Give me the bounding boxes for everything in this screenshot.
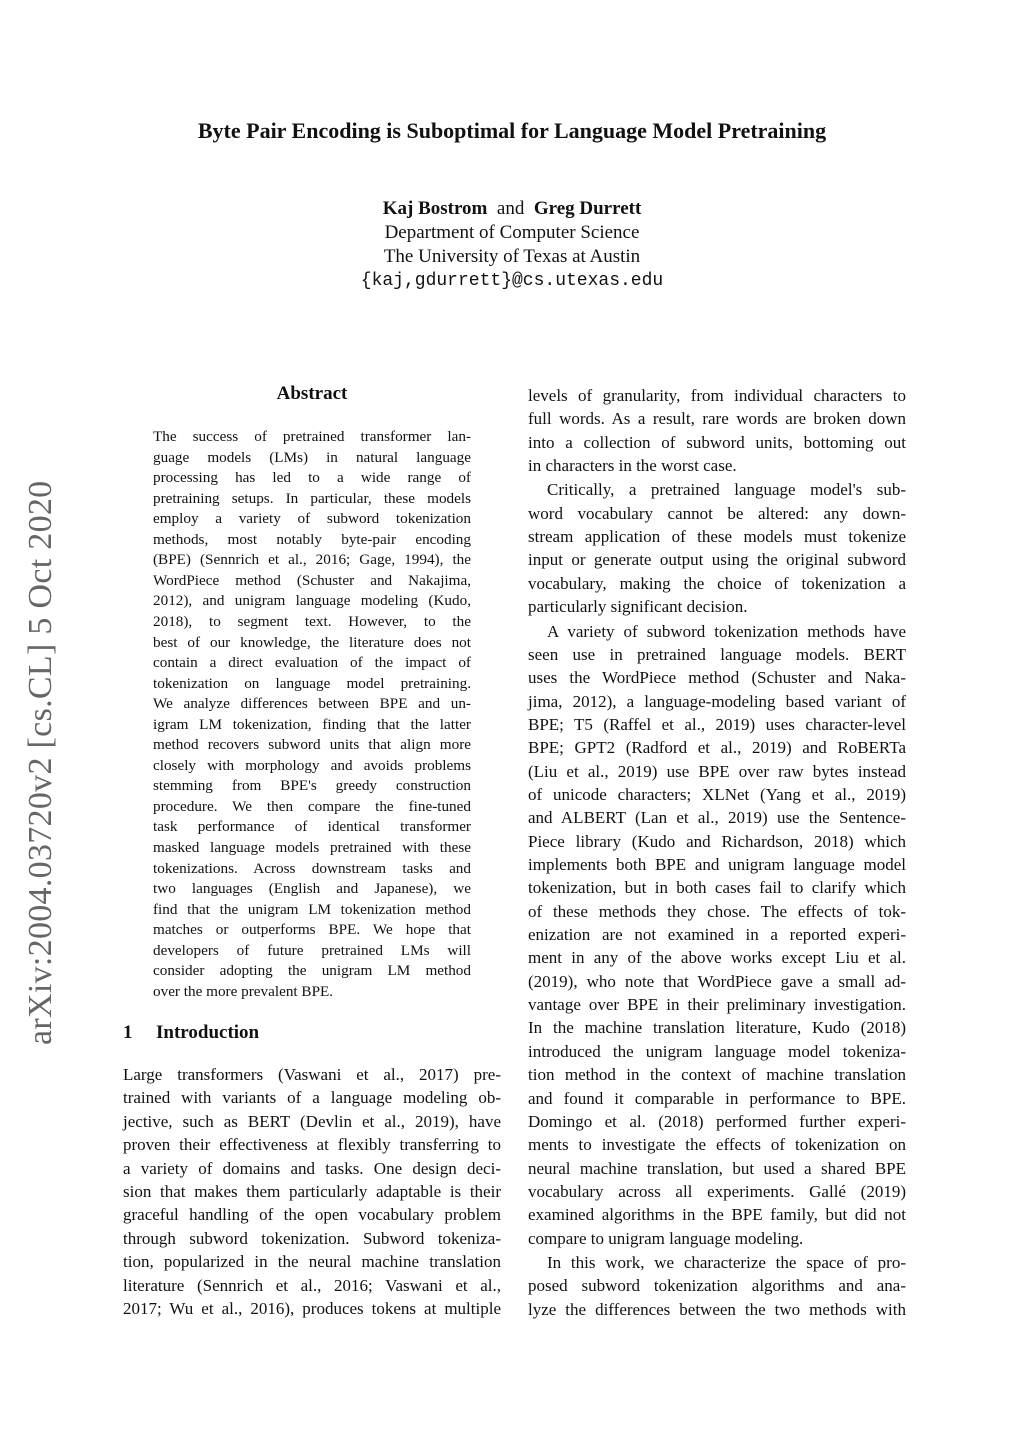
author-name: Greg Durrett bbox=[533, 198, 642, 219]
text-line: tokenizations. Across downstream tasks and bbox=[153, 859, 471, 877]
text-line: tokenization on language model pretraining. bbox=[153, 674, 471, 692]
text-line: Domingo et al. (2018) performed further experi- bbox=[528, 1111, 906, 1131]
text-line: a variety of domains and tasks. One design deci- bbox=[123, 1158, 501, 1178]
text-line: 2017; Wu et al., 2016), produces tokens at multiple bbox=[123, 1299, 501, 1318]
text-line: vocabulary, making the choice of tokenization a bbox=[528, 573, 906, 593]
author-conjunction: and bbox=[496, 198, 525, 219]
text-line: igram LM tokenization, finding that the latter bbox=[153, 715, 471, 733]
text-line: consider adopting the unigram LM method bbox=[153, 962, 471, 980]
text-line: levels of granularity, from individual characters to bbox=[528, 386, 906, 405]
text-line: particularly significant decision. bbox=[528, 597, 748, 617]
text-line: masked language models pretrained with these bbox=[153, 839, 471, 856]
text-line: Critically, a pretrained language model's sub- bbox=[547, 480, 906, 500]
affiliation-department: Department of Computer Science bbox=[384, 222, 640, 243]
text-line: procedure. We then compare the fine-tuned bbox=[153, 797, 471, 815]
text-line: vantage over BPE in their preliminary investigation. bbox=[528, 995, 906, 1015]
text-line: closely with morphology and avoids problems bbox=[153, 756, 471, 774]
text-line: stream application of these models must tokenize bbox=[528, 527, 906, 547]
text-line: examined algorithms in the BPE family, but did not bbox=[528, 1205, 906, 1225]
text-line: seen use in pretrained language models. BERT bbox=[528, 644, 906, 664]
text-line: guage models (LMs) in natural language bbox=[153, 448, 471, 466]
text-line: Piece library (Kudo and Richardson, 2018) which bbox=[528, 831, 906, 851]
text-line: vocabulary across all experiments. Gallé (2019) bbox=[528, 1181, 906, 1201]
author-name: Kaj Bostrom bbox=[382, 198, 488, 219]
section-heading-introduction bbox=[123, 1022, 259, 1044]
text-line: input or generate output using the original subword bbox=[528, 550, 906, 570]
text-line: sion that makes them particularly adaptable is their bbox=[123, 1182, 501, 1201]
text-line: ments to investigate the effects of tokenization on bbox=[528, 1135, 906, 1155]
text-line: BPE; GPT2 (Radford et al., 2019) and RoBERTa bbox=[528, 738, 906, 758]
text-line: tokenization, but in both cases fail to clarify which bbox=[528, 878, 906, 898]
text-line: task performance of identical transformer bbox=[153, 818, 471, 836]
text-line: through subword tokenization. Subword tokeniza- bbox=[123, 1228, 501, 1248]
text-line: two languages (English and Japanese), we bbox=[153, 880, 471, 898]
text-line: 2012), and unigram language modeling (Kudo, bbox=[153, 592, 471, 610]
text-line: tion, popularized in the neural machine translation bbox=[123, 1252, 501, 1272]
text-line: 2018), to segment text. However, to the bbox=[153, 612, 471, 630]
text-line: proven their effectiveness at flexibly transferring to bbox=[123, 1135, 501, 1155]
text-line: methods, most notably byte-pair encoding bbox=[153, 530, 471, 548]
text-line: employ a variety of subword tokenization bbox=[153, 510, 471, 528]
text-line: tion method in the context of machine translation bbox=[528, 1065, 906, 1085]
text-line: full words. As a result, rare words are broken down bbox=[528, 409, 906, 429]
text-line: of unicode characters; XLNet (Yang et al., 2019) bbox=[528, 784, 906, 804]
text-line: lyze the differences between the two methods with bbox=[528, 1299, 906, 1319]
section-title: Introduction bbox=[156, 1022, 260, 1043]
author-block bbox=[0, 197, 1024, 293]
text-line: uses the WordPiece method (Schuster and Naka- bbox=[528, 668, 906, 688]
text-line: (Liu et al., 2019) use BPE over raw bytes instead bbox=[528, 761, 906, 781]
text-line: developers of future pretrained LMs will bbox=[153, 941, 471, 959]
text-line: pretraining setups. In particular, these models bbox=[153, 489, 471, 507]
text-line: BPE; T5 (Raffel et al., 2019) uses character-level bbox=[528, 714, 906, 734]
arxiv-identifier-stamp: arXiv:2004.03720v2 [cs.CL] 5 Oct 2020 bbox=[22, 480, 59, 1045]
author-line bbox=[0, 197, 1024, 221]
text-line: over the more prevalent BPE. bbox=[153, 982, 334, 1000]
text-line: method recovers subword units that align more bbox=[153, 736, 471, 754]
text-line: best of our knowledge, the literature does not bbox=[153, 633, 471, 651]
text-line: In the machine translation literature, Kudo (2018) bbox=[528, 1018, 906, 1038]
text-line: processing has led to a wide range of bbox=[153, 469, 471, 487]
text-line: We analyze differences between BPE and un- bbox=[153, 695, 471, 713]
text-line: literature (Sennrich et al., 2016; Vaswani et al., bbox=[123, 1275, 501, 1295]
paper-title: Byte Pair Encoding is Suboptimal for Language Model Pretraining bbox=[197, 118, 827, 143]
text-line: enization are not examined in a reported experi- bbox=[528, 925, 906, 945]
text-line: neural machine translation, but used a shared BPE bbox=[528, 1158, 906, 1178]
text-line: jective, such as BERT (Devlin et al., 2019), have bbox=[123, 1111, 501, 1131]
text-line: graceful handling of the open vocabulary problem bbox=[123, 1205, 501, 1225]
text-line: implements both BPE and unigram language model bbox=[528, 855, 906, 874]
text-line: In this work, we characterize the space of pro- bbox=[547, 1252, 906, 1272]
abstract-heading: Abstract bbox=[276, 383, 348, 404]
text-line: jima, 2012), a language-modeling based variant of bbox=[528, 691, 906, 711]
section-number: 1 bbox=[123, 1022, 133, 1043]
text-line: contain a direct evaluation of the impact of bbox=[153, 654, 471, 672]
text-line: of these methods they chose. The effects of tok- bbox=[528, 901, 906, 921]
author-email: {kaj,gdurrett}@cs.utexas.edu bbox=[360, 271, 664, 291]
text-line: posed subword tokenization algorithms and ana- bbox=[528, 1276, 906, 1296]
text-line: and ALBERT (Lan et al., 2019) use the Sentence- bbox=[528, 808, 906, 828]
text-line: ment in any of the above works except Liu et al. bbox=[528, 948, 906, 968]
text-line: A variety of subword tokenization methods have bbox=[547, 621, 906, 641]
text-line: The success of pretrained transformer lan- bbox=[153, 428, 471, 445]
text-line: in characters in the worst case. bbox=[528, 456, 737, 476]
text-line: and found it comparable in performance to BPE. bbox=[528, 1088, 906, 1108]
text-line: WordPiece method (Schuster and Nakajima, bbox=[153, 571, 471, 589]
text-line: find that the unigram LM tokenization method bbox=[153, 900, 471, 918]
text-line: into a collection of subword units, bottoming out bbox=[528, 432, 906, 452]
text-line: stemming from BPE's greedy construction bbox=[153, 777, 471, 795]
text-line: (BPE) (Sennrich et al., 2016; Gage, 1994), the bbox=[153, 551, 471, 569]
affiliation-university: The University of Texas at Austin bbox=[383, 246, 641, 267]
text-line: Large transformers (Vaswani et al., 2017) pre- bbox=[123, 1065, 501, 1084]
text-line: compare to unigram language modeling. bbox=[528, 1228, 804, 1248]
text-line: introduced the unigram language model tokeniza- bbox=[528, 1041, 906, 1061]
text-line: (2019), who note that WordPiece gave a small ad- bbox=[528, 971, 906, 991]
text-line: word vocabulary cannot be altered: any down- bbox=[528, 503, 906, 523]
text-line: matches or outperforms BPE. We hope that bbox=[153, 921, 471, 939]
text-line: trained with variants of a language modeling ob- bbox=[123, 1088, 501, 1108]
